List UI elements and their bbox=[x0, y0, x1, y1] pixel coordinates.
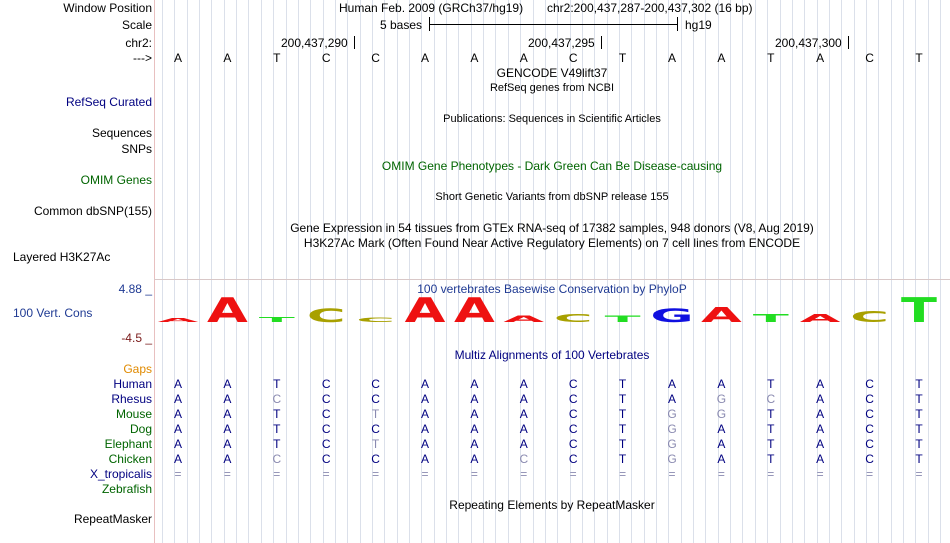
alignment-base: T bbox=[915, 407, 923, 421]
gridline bbox=[644, 0, 645, 543]
alignment-base: C bbox=[865, 392, 874, 406]
alignment-base: C bbox=[272, 392, 282, 406]
dbsnp-track-label[interactable]: Common dbSNP(155) bbox=[33, 204, 152, 218]
logo-letter: T bbox=[901, 292, 937, 326]
alignment-base: C bbox=[865, 407, 874, 421]
logo-letter: G bbox=[650, 304, 694, 326]
gridline bbox=[940, 0, 941, 543]
alignment-base: A bbox=[470, 452, 479, 466]
alignment-base: C bbox=[371, 377, 380, 391]
alignment-base: A bbox=[470, 422, 479, 436]
alignment-base: = bbox=[915, 467, 923, 481]
alignment-base: C bbox=[865, 377, 874, 391]
species-label[interactable]: Human bbox=[113, 377, 152, 391]
omim-track-label[interactable]: OMIM Genes bbox=[80, 173, 152, 187]
reference-base: A bbox=[223, 51, 232, 65]
alignment-base: C bbox=[321, 407, 331, 421]
alignment-base: A bbox=[667, 377, 676, 391]
gridline bbox=[891, 0, 892, 543]
alignment-base: = bbox=[421, 467, 429, 481]
alignment-base: = bbox=[372, 467, 380, 481]
reference-base: C bbox=[568, 51, 578, 65]
sequences-track-label[interactable]: Sequences bbox=[91, 126, 152, 140]
alignment-base: T bbox=[273, 422, 281, 436]
reference-base: C bbox=[371, 51, 380, 65]
reference-base: C bbox=[321, 51, 331, 65]
alignment-base: A bbox=[470, 392, 479, 406]
alignment-base: A bbox=[816, 407, 825, 421]
alignment-base: C bbox=[568, 407, 578, 421]
alignment-base: C bbox=[568, 452, 578, 466]
alignment-base: A bbox=[223, 392, 232, 406]
alignment-base: A bbox=[223, 377, 232, 391]
alignment-base: T bbox=[915, 452, 923, 466]
alignment-base: T bbox=[273, 407, 281, 421]
repeatmasker-track-label[interactable]: RepeatMasker bbox=[73, 512, 152, 526]
logo-letter: A bbox=[503, 314, 545, 325]
alignment-base: A bbox=[519, 407, 528, 421]
coord-tick bbox=[601, 36, 602, 49]
gridline bbox=[261, 0, 262, 543]
coord-tick bbox=[354, 36, 355, 49]
alignment-base: C bbox=[371, 422, 380, 436]
alignment-base: C bbox=[568, 392, 578, 406]
alignment-base: A bbox=[173, 377, 182, 391]
reference-base: A bbox=[420, 51, 429, 65]
alignment-base: A bbox=[519, 392, 528, 406]
alignment-base: A bbox=[420, 437, 429, 451]
reference-base: T bbox=[273, 51, 281, 65]
gtex-track-title[interactable]: Gene Expression in 54 tissues from GTEx RNA-seq of 17382 samples, 948 donors (V8, Aug 2019) bbox=[290, 221, 814, 235]
alignment-base: = bbox=[223, 467, 231, 481]
gridline bbox=[804, 0, 805, 543]
gridline bbox=[360, 0, 361, 543]
chrom-label: chr2: bbox=[125, 36, 152, 50]
alignment-base: T bbox=[767, 377, 775, 391]
logo-letter: A bbox=[799, 312, 841, 325]
alignment-base: = bbox=[470, 467, 478, 481]
alignment-base: T bbox=[767, 452, 775, 466]
gridline bbox=[298, 0, 299, 543]
gridline bbox=[755, 0, 756, 543]
gridline bbox=[742, 0, 743, 543]
alignment-base: A bbox=[816, 422, 825, 436]
alignment-base: T bbox=[618, 407, 627, 421]
alignment-base: A bbox=[420, 422, 429, 436]
gridline bbox=[705, 0, 706, 543]
alignment-base: A bbox=[816, 392, 825, 406]
h3k27ac-track-title[interactable]: H3K27Ac Mark (Often Found Near Active Regulatory Elements) on 7 cell lines from ENCODE bbox=[303, 236, 801, 250]
alignment-base: C bbox=[865, 437, 874, 451]
reference-base: T bbox=[767, 51, 775, 65]
alignment-base: T bbox=[618, 452, 627, 466]
species-label[interactable]: Chicken bbox=[108, 452, 152, 466]
species-label[interactable]: Elephant bbox=[104, 437, 152, 451]
reference-base: A bbox=[717, 51, 726, 65]
alignment-base: C bbox=[321, 437, 331, 451]
reference-base: A bbox=[667, 51, 676, 65]
alignment-base: C bbox=[321, 377, 331, 391]
coord-tick bbox=[848, 36, 849, 49]
refseq-track-subtitle: RefSeq genes from NCBI bbox=[489, 82, 615, 94]
alignment-base: G bbox=[716, 407, 727, 421]
gencode-track-title[interactable]: GENCODE V49lift37 bbox=[496, 66, 608, 80]
label-separator bbox=[154, 0, 155, 543]
alignment-base: C bbox=[321, 452, 331, 466]
alignment-base: G bbox=[667, 422, 677, 436]
alignment-base: C bbox=[371, 452, 380, 466]
alignment-base: A bbox=[519, 422, 528, 436]
alignment-base: A bbox=[816, 452, 825, 466]
strand-label[interactable]: ---> bbox=[133, 51, 152, 65]
alignment-base: A bbox=[173, 452, 182, 466]
alignment-base: T bbox=[618, 377, 627, 391]
alignment-base: = bbox=[174, 467, 182, 481]
coord-label: 200,437,300 bbox=[775, 36, 842, 50]
logo-letter: C bbox=[553, 312, 593, 325]
alignment-base: = bbox=[717, 467, 725, 481]
alignment-base: = bbox=[322, 467, 330, 481]
alignment-base: = bbox=[569, 467, 577, 481]
position-text: chr2:200,437,287-200,437,302 (16 bp) bbox=[547, 1, 753, 15]
alignment-base: G bbox=[667, 407, 677, 421]
alignment-base: C bbox=[568, 422, 578, 436]
alignment-base: C bbox=[272, 452, 282, 466]
alignment-base: A bbox=[223, 452, 232, 466]
alignment-base: A bbox=[223, 437, 232, 451]
species-label[interactable]: Rhesus bbox=[111, 392, 152, 406]
scale-text: 5 bases bbox=[380, 18, 423, 32]
logo-letter: C bbox=[306, 304, 346, 326]
publications-track-title[interactable]: Publications: Sequences in Scientific Articles bbox=[443, 113, 661, 125]
alignment-base: A bbox=[816, 377, 825, 391]
gridline bbox=[310, 0, 311, 543]
logo-letter: A bbox=[157, 317, 199, 324]
reference-base: A bbox=[816, 51, 825, 65]
reference-base: T bbox=[618, 51, 627, 65]
reference-base: C bbox=[865, 51, 874, 65]
gridline bbox=[199, 0, 200, 543]
logo-letter: A bbox=[454, 292, 495, 326]
alignment-base: C bbox=[371, 392, 380, 406]
gridline bbox=[841, 0, 842, 543]
gridline bbox=[397, 0, 398, 543]
species-label[interactable]: Dog bbox=[129, 422, 152, 436]
gridline bbox=[409, 0, 410, 543]
gridline bbox=[854, 0, 855, 543]
alignment-base: A bbox=[717, 377, 726, 391]
alignment-base: A bbox=[470, 437, 479, 451]
alignment-base: T bbox=[371, 437, 380, 451]
alignment-base: A bbox=[816, 437, 825, 451]
h3k27ac-track-label[interactable]: Layered H3K27Ac bbox=[13, 250, 111, 264]
alignment-base: T bbox=[915, 437, 923, 451]
logo-letter: T bbox=[604, 314, 641, 325]
logo-letter: A bbox=[404, 292, 446, 326]
alignment-base: G bbox=[667, 452, 677, 466]
alignment-base: T bbox=[618, 422, 627, 436]
phylop-conservation-logo[interactable] bbox=[155, 292, 950, 326]
snps-track-label[interactable]: SNPs bbox=[121, 142, 152, 156]
alignment-base: T bbox=[915, 377, 923, 391]
alignment-base: A bbox=[173, 392, 182, 406]
alignment-base: T bbox=[915, 422, 923, 436]
gridline bbox=[211, 0, 212, 543]
scale-bar-right-tick bbox=[677, 17, 678, 31]
reference-base: A bbox=[519, 51, 528, 65]
gridline bbox=[458, 0, 459, 543]
alignment-base: G bbox=[667, 437, 677, 451]
alignment-base: T bbox=[618, 437, 627, 451]
reference-base: A bbox=[470, 51, 479, 65]
alignment-base: G bbox=[716, 392, 727, 406]
alignment-base: = bbox=[866, 467, 874, 481]
alignment-base: = bbox=[619, 467, 627, 481]
alignment-base: = bbox=[816, 467, 824, 481]
alignment-base: T bbox=[767, 422, 775, 436]
alignment-base: A bbox=[173, 437, 182, 451]
alignment-base: A bbox=[420, 407, 429, 421]
multiz-track-title[interactable]: Multiz Alignments of 100 Vertebrates bbox=[454, 348, 650, 362]
repeatmasker-track-title[interactable]: Repeating Elements by RepeatMasker bbox=[449, 498, 655, 512]
coord-label: 200,437,295 bbox=[528, 36, 595, 50]
logo-letter: A bbox=[701, 303, 742, 326]
alignment-base: A bbox=[519, 437, 528, 451]
alignment-base: A bbox=[420, 392, 429, 406]
gridline bbox=[792, 0, 793, 543]
alignment-base: A bbox=[223, 422, 232, 436]
alignment-base: = bbox=[767, 467, 775, 481]
scale-label: Scale bbox=[121, 18, 152, 32]
gridline bbox=[162, 0, 163, 543]
alignment-base: C bbox=[321, 392, 331, 406]
dbsnp-track-title[interactable]: Short Genetic Variants from dbSNP release 155 bbox=[435, 191, 669, 203]
alignment-base: A bbox=[717, 422, 726, 436]
cons-max-label: 4.88 _ bbox=[118, 282, 152, 296]
logo-letter: T bbox=[752, 312, 789, 325]
phylop-track-title[interactable]: 100 vertebrates Basewise Conservation by PhyloP bbox=[417, 282, 687, 296]
alignment-base: T bbox=[767, 407, 775, 421]
alignment-base: A bbox=[420, 452, 429, 466]
refseq-track-label[interactable]: RefSeq Curated bbox=[65, 95, 152, 109]
alignment-base: A bbox=[173, 407, 182, 421]
alignment-base: A bbox=[717, 452, 726, 466]
coord-label: 200,437,290 bbox=[281, 36, 348, 50]
gridline bbox=[903, 0, 904, 543]
reference-base: T bbox=[915, 51, 923, 65]
scale-bar bbox=[429, 24, 677, 25]
species-label[interactable]: Zebrafish bbox=[101, 482, 152, 496]
alignment-base: C bbox=[568, 437, 578, 451]
window-position-label: Window Position bbox=[63, 1, 152, 15]
alignment-base: = bbox=[520, 467, 528, 481]
gridline bbox=[446, 0, 447, 543]
gridline bbox=[656, 0, 657, 543]
gridline bbox=[693, 0, 694, 543]
alignment-base: T bbox=[915, 392, 923, 406]
assembly-text: Human Feb. 2009 (GRCh37/hg19) bbox=[339, 1, 524, 15]
species-label[interactable]: X_tropicalis bbox=[89, 467, 152, 481]
gridline bbox=[347, 0, 348, 543]
alignment-base: C bbox=[865, 422, 874, 436]
alignment-base: A bbox=[470, 377, 479, 391]
alignment-base: A bbox=[223, 407, 232, 421]
alignment-base: T bbox=[273, 437, 281, 451]
alignment-base: A bbox=[519, 377, 528, 391]
alignment-base: C bbox=[766, 392, 776, 406]
alignment-base: C bbox=[865, 452, 874, 466]
alignment-base: C bbox=[519, 452, 529, 466]
alignment-base: T bbox=[618, 392, 627, 406]
alignment-base: T bbox=[273, 377, 281, 391]
alignment-base: A bbox=[667, 392, 676, 406]
alignment-base: T bbox=[767, 437, 775, 451]
gridline bbox=[248, 0, 249, 543]
logo-letter: C bbox=[356, 316, 395, 324]
alignment-base: A bbox=[173, 422, 182, 436]
cons-track-label[interactable]: 100 Vert. Cons bbox=[13, 306, 93, 320]
scale-db: hg19 bbox=[685, 18, 712, 32]
logo-letter: T bbox=[258, 315, 295, 324]
alignment-base: = bbox=[668, 467, 676, 481]
logo-letter: C bbox=[850, 308, 889, 326]
logo-letter: A bbox=[207, 292, 248, 326]
alignment-base: A bbox=[470, 407, 479, 421]
alignment-base: = bbox=[273, 467, 281, 481]
reference-base: A bbox=[173, 51, 182, 65]
alignment-base: C bbox=[321, 422, 331, 436]
species-label[interactable]: Mouse bbox=[115, 407, 152, 421]
gaps-label: Gaps bbox=[123, 362, 152, 376]
omim-track-title[interactable]: OMIM Gene Phenotypes - Dark Green Can Be Disease-causing bbox=[381, 159, 723, 173]
cons-min-label: -4.5 _ bbox=[121, 331, 152, 345]
alignment-base: C bbox=[568, 377, 578, 391]
alignment-base: T bbox=[371, 407, 380, 421]
alignment-base: A bbox=[717, 437, 726, 451]
alignment-base: A bbox=[420, 377, 429, 391]
track-separator bbox=[154, 279, 950, 280]
